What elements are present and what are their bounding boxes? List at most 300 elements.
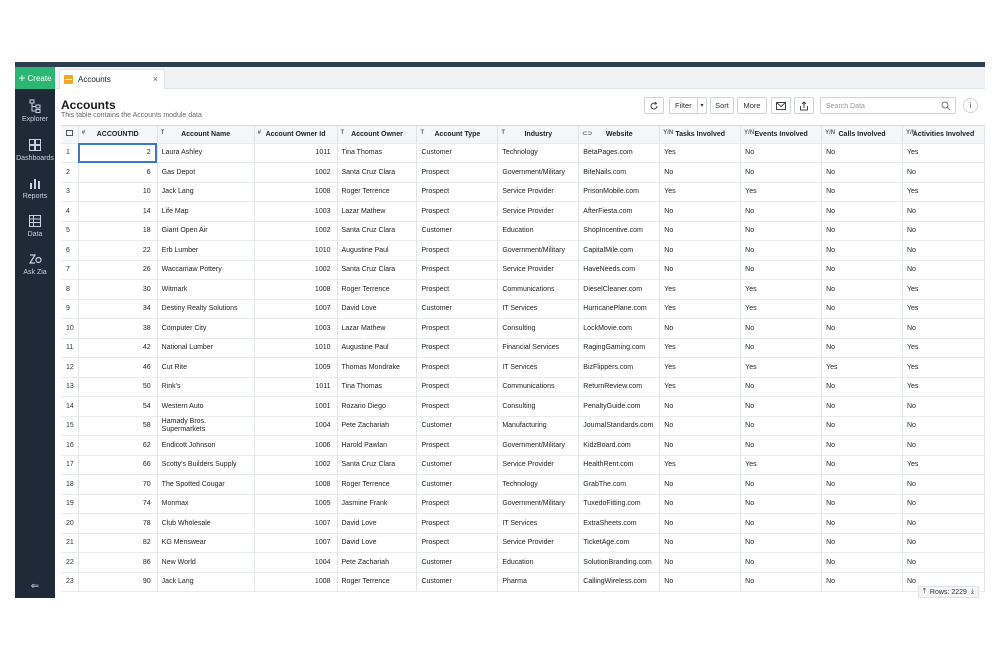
table-cell[interactable]: Life Map — [157, 202, 254, 222]
table-cell[interactable]: PrisonMobile.com — [579, 182, 660, 202]
table-cell[interactable]: Prospect — [417, 377, 498, 397]
table-cell[interactable]: Yes — [902, 377, 984, 397]
table-cell[interactable]: Customer — [417, 299, 498, 319]
table-cell[interactable]: RagingGaming.com — [579, 338, 660, 358]
table-cell[interactable]: 1004 — [254, 553, 337, 573]
table-cell[interactable]: 1008 — [254, 475, 337, 495]
table-cell[interactable]: Laura Ashley — [157, 143, 254, 163]
table-cell[interactable]: The Spotted Cougar — [157, 475, 254, 495]
column-header[interactable] — [741, 126, 822, 143]
table-cell[interactable]: 46 — [78, 358, 157, 378]
table-cell[interactable]: Government/Military — [498, 163, 579, 183]
column-header[interactable] — [337, 126, 417, 143]
table-cell[interactable]: ExtraSheets.com — [579, 514, 660, 534]
table-cell[interactable]: No — [902, 475, 984, 495]
table-cell[interactable]: No — [660, 436, 741, 456]
table-row[interactable] — [61, 572, 985, 592]
table-cell[interactable]: 38 — [78, 319, 157, 339]
table-cell[interactable]: Santa Cruz Clara — [337, 455, 417, 475]
table-cell[interactable]: 1007 — [254, 299, 337, 319]
table-cell[interactable]: Customer — [417, 553, 498, 573]
nav-reports[interactable] — [15, 176, 55, 210]
table-cell[interactable]: Customer — [417, 143, 498, 163]
table-cell[interactable]: Technology — [498, 143, 579, 163]
table-cell[interactable]: No — [822, 416, 903, 436]
table-cell[interactable]: No — [902, 572, 984, 592]
table-cell[interactable]: Jasmine Frank — [337, 494, 417, 514]
table-cell[interactable]: No — [741, 163, 822, 183]
table-cell[interactable]: No — [822, 436, 903, 456]
table-cell[interactable]: 1009 — [254, 358, 337, 378]
table-cell[interactable]: Prospect — [417, 163, 498, 183]
table-cell[interactable]: No — [741, 553, 822, 573]
table-cell[interactable]: Customer — [417, 475, 498, 495]
table-row[interactable] — [61, 143, 985, 163]
table-cell[interactable]: AfterFiesta.com — [579, 202, 660, 222]
table-cell[interactable]: Tina Thomas — [337, 143, 417, 163]
table-row[interactable] — [61, 221, 985, 241]
table-cell[interactable]: TicketAge.com — [579, 533, 660, 553]
table-cell[interactable]: No — [822, 553, 903, 573]
table-cell[interactable]: Government/Military — [498, 241, 579, 261]
table-cell[interactable]: Yes — [741, 358, 822, 378]
table-cell[interactable]: No — [902, 319, 984, 339]
table-cell[interactable]: No — [822, 397, 903, 417]
table-cell[interactable]: Jack Lang — [157, 182, 254, 202]
table-cell[interactable]: ShopIncentive.com — [579, 221, 660, 241]
table-row[interactable] — [61, 475, 985, 495]
table-cell[interactable]: No — [822, 377, 903, 397]
table-cell[interactable]: No — [660, 494, 741, 514]
table-cell[interactable]: 74 — [78, 494, 157, 514]
table-cell[interactable]: BiteNails.com — [579, 163, 660, 183]
table-cell[interactable]: No — [741, 221, 822, 241]
table-cell[interactable]: No — [822, 163, 903, 183]
table-cell[interactable]: GrabThe.com — [579, 475, 660, 495]
table-row[interactable] — [61, 338, 985, 358]
table-cell[interactable]: PenaltyGuide.com — [579, 397, 660, 417]
table-cell[interactable]: Yes — [902, 280, 984, 300]
table-cell[interactable]: No — [741, 416, 822, 436]
scroll-bottom-icon[interactable]: ⤓ — [970, 588, 974, 595]
table-cell[interactable]: Hamady Bros. Supermarkets — [157, 416, 254, 436]
table-cell[interactable]: Yes — [660, 455, 741, 475]
table-cell[interactable]: 1010 — [254, 338, 337, 358]
table-row[interactable] — [61, 514, 985, 534]
table-cell[interactable]: No — [660, 163, 741, 183]
table-cell[interactable]: Service Provider — [498, 202, 579, 222]
table-cell[interactable]: No — [902, 533, 984, 553]
table-cell[interactable]: 50 — [78, 377, 157, 397]
table-row[interactable] — [61, 202, 985, 222]
table-cell[interactable]: No — [822, 533, 903, 553]
table-cell[interactable]: David Love — [337, 514, 417, 534]
table-cell[interactable]: Jack Lang — [157, 572, 254, 592]
table-cell[interactable]: 90 — [78, 572, 157, 592]
table-cell[interactable]: No — [660, 475, 741, 495]
table-cell[interactable]: No — [822, 182, 903, 202]
table-cell[interactable]: Prospect — [417, 533, 498, 553]
table-cell[interactable]: 1010 — [254, 241, 337, 261]
table-cell[interactable]: Gas Depot — [157, 163, 254, 183]
table-cell[interactable]: No — [660, 202, 741, 222]
table-cell[interactable]: Prospect — [417, 319, 498, 339]
table-cell[interactable]: No — [741, 143, 822, 163]
info-icon[interactable]: i — [963, 98, 978, 113]
table-cell[interactable]: Prospect — [417, 358, 498, 378]
table-cell[interactable]: Consulting — [498, 397, 579, 417]
table-cell[interactable]: No — [741, 572, 822, 592]
table-cell[interactable]: No — [822, 494, 903, 514]
table-cell[interactable]: No — [741, 533, 822, 553]
table-cell[interactable]: David Love — [337, 533, 417, 553]
email-button[interactable] — [771, 97, 791, 114]
table-row[interactable] — [61, 299, 985, 319]
table-cell[interactable]: Customer — [417, 221, 498, 241]
table-cell[interactable]: Santa Cruz Clara — [337, 221, 417, 241]
table-cell[interactable]: Prospect — [417, 202, 498, 222]
table-cell[interactable]: Harold Pawlan — [337, 436, 417, 456]
table-cell[interactable]: No — [660, 221, 741, 241]
table-cell[interactable]: 2 — [78, 143, 157, 163]
table-cell[interactable]: No — [902, 514, 984, 534]
table-cell[interactable]: Pete Zachariah — [337, 416, 417, 436]
table-cell[interactable]: Witmark — [157, 280, 254, 300]
table-cell[interactable]: 42 — [78, 338, 157, 358]
table-cell[interactable]: 1002 — [254, 455, 337, 475]
table-cell[interactable]: Roger Terrence — [337, 182, 417, 202]
more-button[interactable] — [737, 97, 767, 114]
table-cell[interactable]: 1008 — [254, 280, 337, 300]
table-cell[interactable]: CapitalMile.com — [579, 241, 660, 261]
table-cell[interactable]: SolutionBranding.com — [579, 553, 660, 573]
table-cell[interactable]: Waccamaw Pottery — [157, 260, 254, 280]
table-cell[interactable]: No — [660, 533, 741, 553]
table-cell[interactable]: No — [741, 397, 822, 417]
table-row[interactable] — [61, 319, 985, 339]
table-cell[interactable]: No — [741, 241, 822, 261]
table-cell[interactable]: Government/Military — [498, 494, 579, 514]
table-cell[interactable]: 1008 — [254, 182, 337, 202]
table-cell[interactable]: LockMovie.com — [579, 319, 660, 339]
table-cell[interactable]: Prospect — [417, 260, 498, 280]
column-header[interactable] — [157, 126, 254, 143]
table-cell[interactable]: Erb Lumber — [157, 241, 254, 261]
table-cell[interactable]: Roger Terrence — [337, 475, 417, 495]
table-cell[interactable]: Technology — [498, 475, 579, 495]
table-cell[interactable]: No — [741, 319, 822, 339]
table-cell[interactable]: No — [822, 241, 903, 261]
table-cell[interactable]: Yes — [822, 358, 903, 378]
scroll-top-icon[interactable]: ⤒ — [922, 588, 926, 595]
table-cell[interactable]: Customer — [417, 455, 498, 475]
table-cell[interactable]: No — [660, 514, 741, 534]
table-cell[interactable]: Lazar Mathew — [337, 319, 417, 339]
table-cell[interactable]: Communications — [498, 377, 579, 397]
table-cell[interactable]: Prospect — [417, 514, 498, 534]
table-cell[interactable]: Santa Cruz Clara — [337, 163, 417, 183]
table-cell[interactable]: 34 — [78, 299, 157, 319]
table-cell[interactable]: TuxedoFitting.com — [579, 494, 660, 514]
table-cell[interactable]: No — [822, 338, 903, 358]
table-cell[interactable]: Yes — [741, 455, 822, 475]
table-cell[interactable]: 1002 — [254, 163, 337, 183]
table-cell[interactable]: Prospect — [417, 182, 498, 202]
table-cell[interactable]: No — [902, 241, 984, 261]
table-cell[interactable]: No — [741, 514, 822, 534]
table-row[interactable] — [61, 182, 985, 202]
table-cell[interactable]: 1011 — [254, 377, 337, 397]
table-row[interactable] — [61, 494, 985, 514]
table-row[interactable] — [61, 377, 985, 397]
table-cell[interactable]: No — [902, 397, 984, 417]
table-cell[interactable]: Yes — [660, 377, 741, 397]
table-cell[interactable]: Yes — [902, 455, 984, 475]
table-cell[interactable]: HurricanePlane.com — [579, 299, 660, 319]
table-cell[interactable]: No — [660, 260, 741, 280]
table-cell[interactable]: No — [741, 202, 822, 222]
table-cell[interactable]: 30 — [78, 280, 157, 300]
table-cell[interactable]: Yes — [660, 182, 741, 202]
table-cell[interactable]: 78 — [78, 514, 157, 534]
table-cell[interactable]: Tina Thomas — [337, 377, 417, 397]
filter-button[interactable] — [669, 97, 707, 114]
table-cell[interactable]: Yes — [660, 338, 741, 358]
table-cell[interactable]: KidzBoard.com — [579, 436, 660, 456]
table-cell[interactable]: 1006 — [254, 436, 337, 456]
table-cell[interactable]: Yes — [741, 182, 822, 202]
table-cell[interactable]: Yes — [660, 299, 741, 319]
collapse-icon[interactable]: ⇐ — [30, 581, 40, 592]
table-cell[interactable]: Giant Open Air — [157, 221, 254, 241]
table-cell[interactable]: No — [741, 475, 822, 495]
create-button[interactable] — [15, 67, 55, 89]
select-all-cell[interactable] — [61, 126, 78, 143]
export-button[interactable] — [794, 97, 814, 114]
table-cell[interactable]: Prospect — [417, 241, 498, 261]
table-cell[interactable]: 1008 — [254, 572, 337, 592]
table-cell[interactable]: Yes — [902, 338, 984, 358]
search-input[interactable] — [826, 100, 936, 112]
column-header[interactable] — [498, 126, 579, 143]
table-row[interactable] — [61, 280, 985, 300]
table-cell[interactable]: No — [822, 280, 903, 300]
table-cell[interactable]: No — [822, 475, 903, 495]
table-cell[interactable]: ReturnReview.com — [579, 377, 660, 397]
table-cell[interactable]: BizFlippers.com — [579, 358, 660, 378]
table-cell[interactable]: Service Provider — [498, 182, 579, 202]
table-cell[interactable]: 58 — [78, 416, 157, 436]
table-cell[interactable]: JournalStandards.com — [579, 416, 660, 436]
table-cell[interactable]: Lazar Mathew — [337, 202, 417, 222]
table-cell[interactable]: DieselCleaner.com — [579, 280, 660, 300]
table-cell[interactable]: No — [902, 260, 984, 280]
table-cell[interactable]: Education — [498, 221, 579, 241]
nav-ask-zia[interactable] — [15, 252, 55, 286]
table-cell[interactable]: KG Menswear — [157, 533, 254, 553]
table-cell[interactable]: Destiny Realty Solutions — [157, 299, 254, 319]
table-cell[interactable]: 22 — [78, 241, 157, 261]
table-cell[interactable]: No — [902, 221, 984, 241]
table-cell[interactable]: 66 — [78, 455, 157, 475]
table-cell[interactable]: No — [660, 397, 741, 417]
table-cell[interactable]: Roger Terrence — [337, 280, 417, 300]
table-cell[interactable]: Prospect — [417, 397, 498, 417]
table-cell[interactable]: 18 — [78, 221, 157, 241]
table-cell[interactable]: 1003 — [254, 319, 337, 339]
table-cell[interactable]: Computer City — [157, 319, 254, 339]
table-cell[interactable]: Customer — [417, 416, 498, 436]
table-cell[interactable]: Customer — [417, 572, 498, 592]
table-cell[interactable]: Monmax — [157, 494, 254, 514]
table-cell[interactable]: Yes — [741, 299, 822, 319]
table-cell[interactable]: IT Services — [498, 299, 579, 319]
table-cell[interactable]: HealthRent.com — [579, 455, 660, 475]
table-cell[interactable]: No — [660, 241, 741, 261]
table-cell[interactable]: BetaPages.com — [579, 143, 660, 163]
table-row[interactable] — [61, 553, 985, 573]
table-cell[interactable]: Scotty's Builders Supply — [157, 455, 254, 475]
table-cell[interactable]: No — [741, 494, 822, 514]
table-row[interactable] — [61, 260, 985, 280]
nav-dashboards[interactable] — [15, 138, 55, 172]
table-cell[interactable]: No — [660, 319, 741, 339]
table-cell[interactable]: Communications — [498, 280, 579, 300]
table-cell[interactable]: Manufacturing — [498, 416, 579, 436]
table-cell[interactable]: 62 — [78, 436, 157, 456]
table-cell[interactable]: No — [902, 553, 984, 573]
table-cell[interactable]: No — [822, 455, 903, 475]
tab-accounts[interactable] — [59, 69, 165, 89]
table-cell[interactable]: Prospect — [417, 280, 498, 300]
table-cell[interactable]: Cut Rite — [157, 358, 254, 378]
table-cell[interactable]: CallingWireless.com — [579, 572, 660, 592]
table-cell[interactable]: Endicott Johnson — [157, 436, 254, 456]
table-cell[interactable]: 1002 — [254, 260, 337, 280]
table-cell[interactable]: Santa Cruz Clara — [337, 260, 417, 280]
table-cell[interactable]: Rink's — [157, 377, 254, 397]
table-row[interactable] — [61, 358, 985, 378]
column-header[interactable] — [254, 126, 337, 143]
table-cell[interactable]: Financial Services — [498, 338, 579, 358]
table-cell[interactable]: IT Services — [498, 358, 579, 378]
table-cell[interactable]: Yes — [741, 280, 822, 300]
table-cell[interactable]: Service Provider — [498, 533, 579, 553]
table-cell[interactable]: No — [822, 260, 903, 280]
table-cell[interactable]: 70 — [78, 475, 157, 495]
table-cell[interactable]: Western Auto — [157, 397, 254, 417]
table-cell[interactable]: Service Provider — [498, 260, 579, 280]
table-cell[interactable]: Government/Military — [498, 436, 579, 456]
table-cell[interactable]: Rozario Diego — [337, 397, 417, 417]
table-row[interactable] — [61, 533, 985, 553]
column-header[interactable] — [902, 126, 984, 143]
table-cell[interactable]: No — [660, 553, 741, 573]
table-cell[interactable]: No — [902, 202, 984, 222]
column-header[interactable] — [78, 126, 157, 143]
table-row[interactable] — [61, 241, 985, 261]
table-cell[interactable]: Yes — [902, 143, 984, 163]
table-cell[interactable]: 86 — [78, 553, 157, 573]
table-cell[interactable]: 10 — [78, 182, 157, 202]
table-cell[interactable]: Consulting — [498, 319, 579, 339]
table-cell[interactable]: Augustine Paul — [337, 338, 417, 358]
search-icon[interactable] — [941, 101, 951, 111]
table-cell[interactable]: 1004 — [254, 416, 337, 436]
table-cell[interactable]: Yes — [902, 358, 984, 378]
column-header[interactable] — [660, 126, 741, 143]
table-cell[interactable]: 6 — [78, 163, 157, 183]
table-cell[interactable]: Pete Zachariah — [337, 553, 417, 573]
table-cell[interactable]: Yes — [660, 358, 741, 378]
table-cell[interactable]: HaveNeeds.com — [579, 260, 660, 280]
table-cell[interactable]: 1007 — [254, 533, 337, 553]
table-cell[interactable]: 82 — [78, 533, 157, 553]
table-cell[interactable]: 1001 — [254, 397, 337, 417]
table-cell[interactable]: 14 — [78, 202, 157, 222]
table-cell[interactable]: 54 — [78, 397, 157, 417]
table-cell[interactable]: Service Provider — [498, 455, 579, 475]
table-cell[interactable]: Club Wholesale — [157, 514, 254, 534]
nav-explorer[interactable] — [15, 99, 55, 133]
table-cell[interactable]: Prospect — [417, 338, 498, 358]
table-cell[interactable]: Yes — [902, 182, 984, 202]
table-cell[interactable]: No — [822, 514, 903, 534]
table-cell[interactable]: No — [822, 202, 903, 222]
column-header[interactable] — [579, 126, 660, 143]
table-cell[interactable]: Yes — [660, 143, 741, 163]
table-cell[interactable]: Pharma — [498, 572, 579, 592]
table-cell[interactable]: IT Services — [498, 514, 579, 534]
table-cell[interactable]: 1007 — [254, 514, 337, 534]
table-row[interactable] — [61, 436, 985, 456]
table-cell[interactable]: No — [660, 416, 741, 436]
close-icon[interactable]: × — [152, 74, 158, 84]
table-cell[interactable]: Augustine Paul — [337, 241, 417, 261]
column-header[interactable] — [822, 126, 903, 143]
table-cell[interactable]: Education — [498, 553, 579, 573]
table-cell[interactable]: 1005 — [254, 494, 337, 514]
table-cell[interactable]: David Love — [337, 299, 417, 319]
table-row[interactable] — [61, 416, 985, 436]
table-cell[interactable]: 1002 — [254, 221, 337, 241]
column-header[interactable] — [417, 126, 498, 143]
table-cell[interactable]: No — [741, 436, 822, 456]
table-row[interactable] — [61, 455, 985, 475]
table-cell[interactable]: Prospect — [417, 494, 498, 514]
table-row[interactable] — [61, 163, 985, 183]
table-cell[interactable]: No — [902, 163, 984, 183]
table-cell[interactable]: Roger Terrence — [337, 572, 417, 592]
table-cell[interactable]: No — [741, 377, 822, 397]
table-cell[interactable]: No — [741, 260, 822, 280]
table-cell[interactable]: 1011 — [254, 143, 337, 163]
nav-data[interactable] — [15, 214, 55, 248]
table-cell[interactable]: National Lumber — [157, 338, 254, 358]
table-cell[interactable]: 26 — [78, 260, 157, 280]
filter-dropdown-icon[interactable]: ▾ — [697, 98, 706, 113]
table-cell[interactable]: Thomas Mondrake — [337, 358, 417, 378]
table-cell[interactable]: No — [822, 221, 903, 241]
table-cell[interactable]: No — [902, 494, 984, 514]
sort-button[interactable] — [710, 97, 734, 114]
refresh-button[interactable] — [644, 97, 664, 114]
table-cell[interactable]: No — [741, 338, 822, 358]
table-row[interactable] — [61, 397, 985, 417]
table-cell[interactable]: No — [902, 436, 984, 456]
table-cell[interactable]: No — [822, 319, 903, 339]
table-cell[interactable]: No — [822, 299, 903, 319]
